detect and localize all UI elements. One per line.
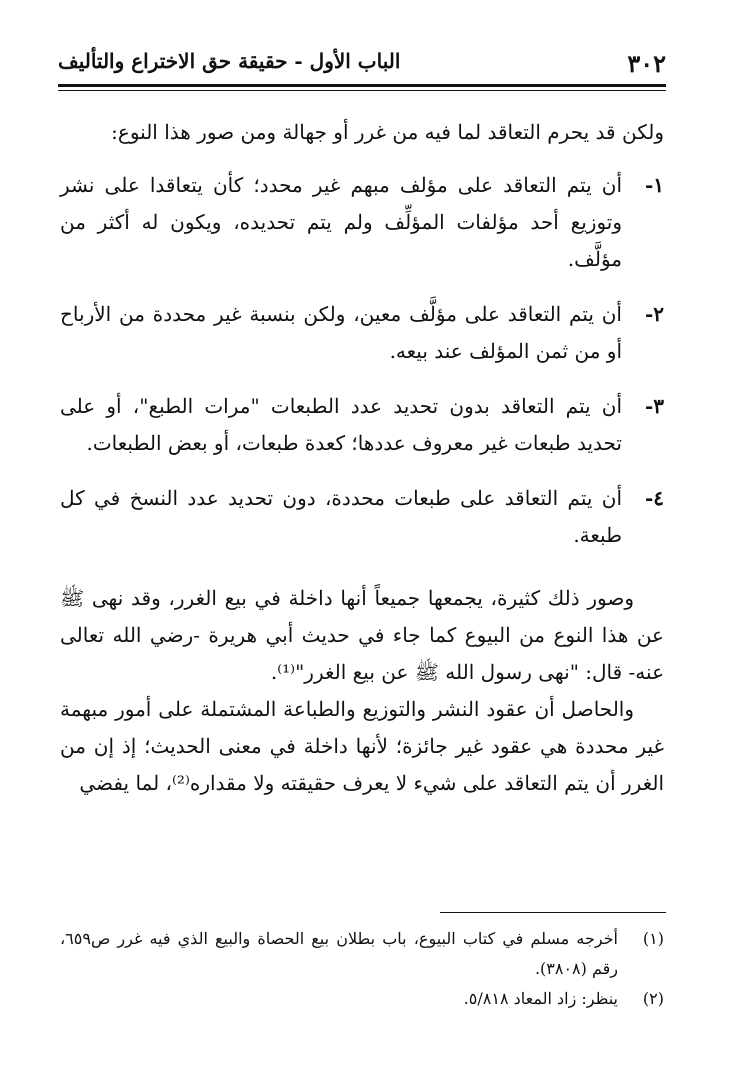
list-item-number: ٤- — [644, 486, 664, 510]
footnote — [60, 984, 664, 1014]
list-item-text: أن يتم التعاقد على مؤلف مبهم غير محدد؛ كأن يتعاقدا على نشر وتوزيع أحد مؤلفات المؤلِّف ولم يتم تحديده، ويكون له أكثر من مؤلَّف. — [60, 173, 622, 271]
footnote-separator — [440, 912, 666, 913]
list-item-text: أن يتم التعاقد بدون تحديد عدد الطبعات "مرات الطبع"، أو على تحديد طبعات غير معروف عددها؛ كعدة طبعات، أو بعض الطبعات. — [60, 394, 623, 455]
running-title: الباب الأول - حقيقة حق الاختراع والتأليف — [58, 49, 401, 73]
list-item — [60, 388, 664, 462]
header-rule-thin — [58, 90, 666, 91]
footnote-text: ينظر: زاد المعاد ٥/٨١٨. — [463, 989, 618, 1008]
list-item — [60, 480, 664, 554]
list-item-number: ٣- — [644, 394, 664, 418]
list-item-text: أن يتم التعاقد على طبعات محددة، دون تحديد عدد النسخ في كل طبعة. — [60, 486, 622, 547]
footnote-text: أخرجه مسلم في كتاب البيوع، باب بطلان بيع الحصاة والبيع الذي فيه غرر ص٦٥٩، رقم (٣٨٠٨). — [60, 929, 619, 978]
intro-paragraph: ولكن قد يحرم التعاقد لما فيه من غرر أو جهالة ومن صور هذا النوع: — [111, 120, 664, 144]
list-item-number: ٢- — [644, 302, 664, 326]
footnote-number: (١) — [642, 929, 664, 948]
page-header — [58, 38, 666, 84]
body-text — [60, 114, 664, 802]
list-item — [60, 296, 664, 370]
page-number: ٣٠٢ — [627, 48, 666, 78]
footnote-number: (٢) — [642, 989, 664, 1008]
body-paragraph-2: والحاصل أن عقود النشر والتوزيع والطباعة المشتملة على أمور مبهمة غير محددة هي عقود غير جائزة؛ لأنها داخلة في معنى الحديث؛ إذ إن من الغرر أن يتم التعاقد على شيء لا يعرف حقيقته ولا مقداره⁽²⁾، لما يفضي — [60, 697, 664, 795]
list-item — [60, 167, 664, 278]
list-item-number: ١- — [644, 173, 664, 197]
list-item-text: أن يتم التعاقد على مؤلَّف معين، ولكن بنسبة غير محددة من الأرباح أو من ثمن المؤلف عند بيعه. — [60, 302, 622, 363]
body-paragraph-1: وصور ذلك كثيرة، يجمعها جميعاً أنها داخلة في بيع الغرر، وقد نهى ﷺ عن هذا النوع من البيوع كما جاء في حديث أبي هريرة -رضي الله تعالى عنه- قال: "نهى رسول الله ﷺ عن بيع الغرر"⁽¹⁾. — [60, 586, 664, 684]
footnote — [60, 924, 664, 984]
footnotes — [60, 924, 664, 1014]
header-rule-thick — [58, 84, 666, 87]
